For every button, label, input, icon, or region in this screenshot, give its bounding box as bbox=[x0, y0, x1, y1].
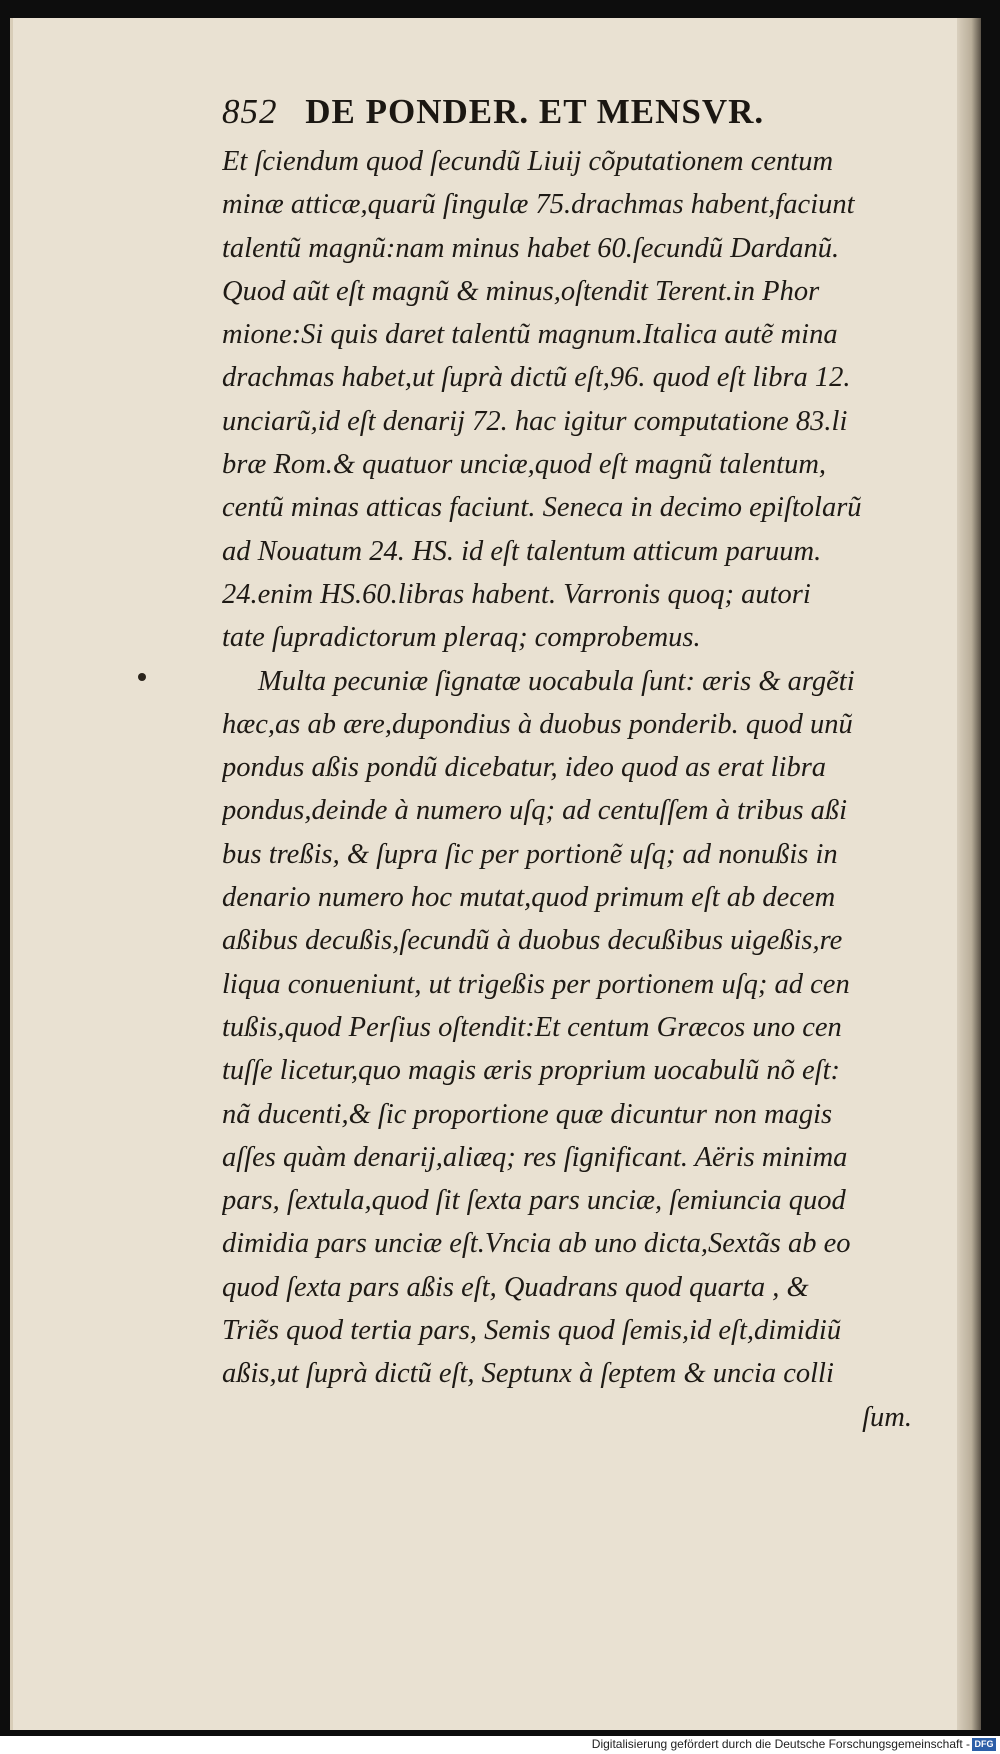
text-line: dimidia pars unciæ eſt.Vncia ab uno dicta,Sextãs ab eo bbox=[222, 1228, 851, 1260]
text-line: aſſes quàm denarij,aliæq; res ſignificant. Aëris minima bbox=[222, 1141, 848, 1173]
catchword-line: ſum. bbox=[862, 1401, 912, 1433]
text-line: pars, ſextula,quod ſit ſexta pars unciæ, ſemiuncia quod bbox=[222, 1185, 846, 1217]
running-head bbox=[222, 92, 922, 132]
text-line: bus treßis, & ſupra ſic per portionẽ uſq; ad nonußis in bbox=[222, 838, 838, 870]
text-line: 24.enim HS.60.libras habent. Varronis quoq; autori bbox=[222, 578, 811, 610]
dfg-logo: DFG bbox=[972, 1738, 996, 1751]
page-gutter-shadow bbox=[957, 18, 981, 1730]
digitization-footer bbox=[0, 1736, 1000, 1754]
text-line: aßibus decußis,ſecundũ à duobus decußibus uigeßis,re bbox=[222, 925, 843, 957]
text-line: ad Nouatum 24. HS. id eſt talentum atticum paruum. bbox=[222, 535, 822, 567]
text-line: centũ minas atticas faciunt. Seneca in decimo epiſtolarũ bbox=[222, 492, 862, 524]
text-line: tußis,quod Perſius oſtendit:Et centum Græcos uno cen bbox=[222, 1011, 842, 1043]
text-line: aßis,ut ſuprà dictũ eſt, Septunx à ſeptem & uncia colli bbox=[222, 1358, 834, 1390]
text-line: mione:Si quis daret talentũ magnum.Italica autẽ mina bbox=[222, 319, 838, 351]
text-line: minæ atticæ,quarũ ſingulæ 75.drachmas habent,faciunt bbox=[222, 189, 855, 221]
running-title: DE PONDER. ET MENSVR. bbox=[305, 92, 765, 131]
text-line: pondus aßis pondũ dicebatur, ideo quod as erat libra bbox=[222, 752, 827, 784]
text-line: unciarũ,id eſt denarij 72. hac igitur computatione 83.li bbox=[222, 405, 848, 437]
text-line: Et ſciendum quod ſecundũ Liuij cõputationem centum bbox=[222, 146, 834, 177]
page-number: 852 bbox=[222, 92, 278, 131]
funding-credit: Digitalisierung gefördert durch die Deutsche Forschungsgemeinschaft - bbox=[591, 1737, 970, 1751]
text-line: tuſſe licetur,quo magis æris proprium uocabulũ nõ eſt: bbox=[222, 1055, 841, 1087]
text-line: Quod aũt eſt magnũ & minus,oſtendit Terent.in Phor bbox=[222, 275, 820, 307]
text-line: hæc,as ab ære,dupondius à duobus ponderib. quod unũ bbox=[222, 708, 853, 740]
ink-speck bbox=[138, 673, 146, 681]
text-line: bræ Rom.& quatuor unciæ,quod eſt magnũ talentum, bbox=[222, 449, 827, 481]
text-line: nã ducenti,& ſic proportione quæ dicuntur non magis bbox=[222, 1098, 833, 1130]
paragraph-start-line: Multa pecuniæ ſignatæ uocabula ſunt: æris & argẽti bbox=[258, 665, 855, 697]
text-line: drachmas habet,ut ſuprà dictũ eſt,96. quod eſt libra 12. bbox=[222, 362, 851, 394]
text-line: tate ſupradictorum pleraq; comprobemus. bbox=[222, 622, 701, 654]
text-line: pondus,deinde à numero uſq; ad centuſſem à tribus aßi bbox=[222, 795, 848, 827]
text-line: Triẽs quod tertia pars, Semis quod ſemis,id eſt,dimidiũ bbox=[222, 1315, 842, 1347]
text-line: quod ſexta pars aßis eſt, Quadrans quod quarta , & bbox=[222, 1271, 809, 1303]
text-line: talentũ magnũ:nam minus habet 60.ſecundũ Dardanũ. bbox=[222, 232, 840, 264]
text-line: denario numero hoc mutat,quod primum eſt ab decem bbox=[222, 882, 836, 914]
text-line: liqua conueniunt, ut trigeßis per portionem uſq; ad cen bbox=[222, 968, 850, 1000]
body-text bbox=[222, 140, 912, 1439]
